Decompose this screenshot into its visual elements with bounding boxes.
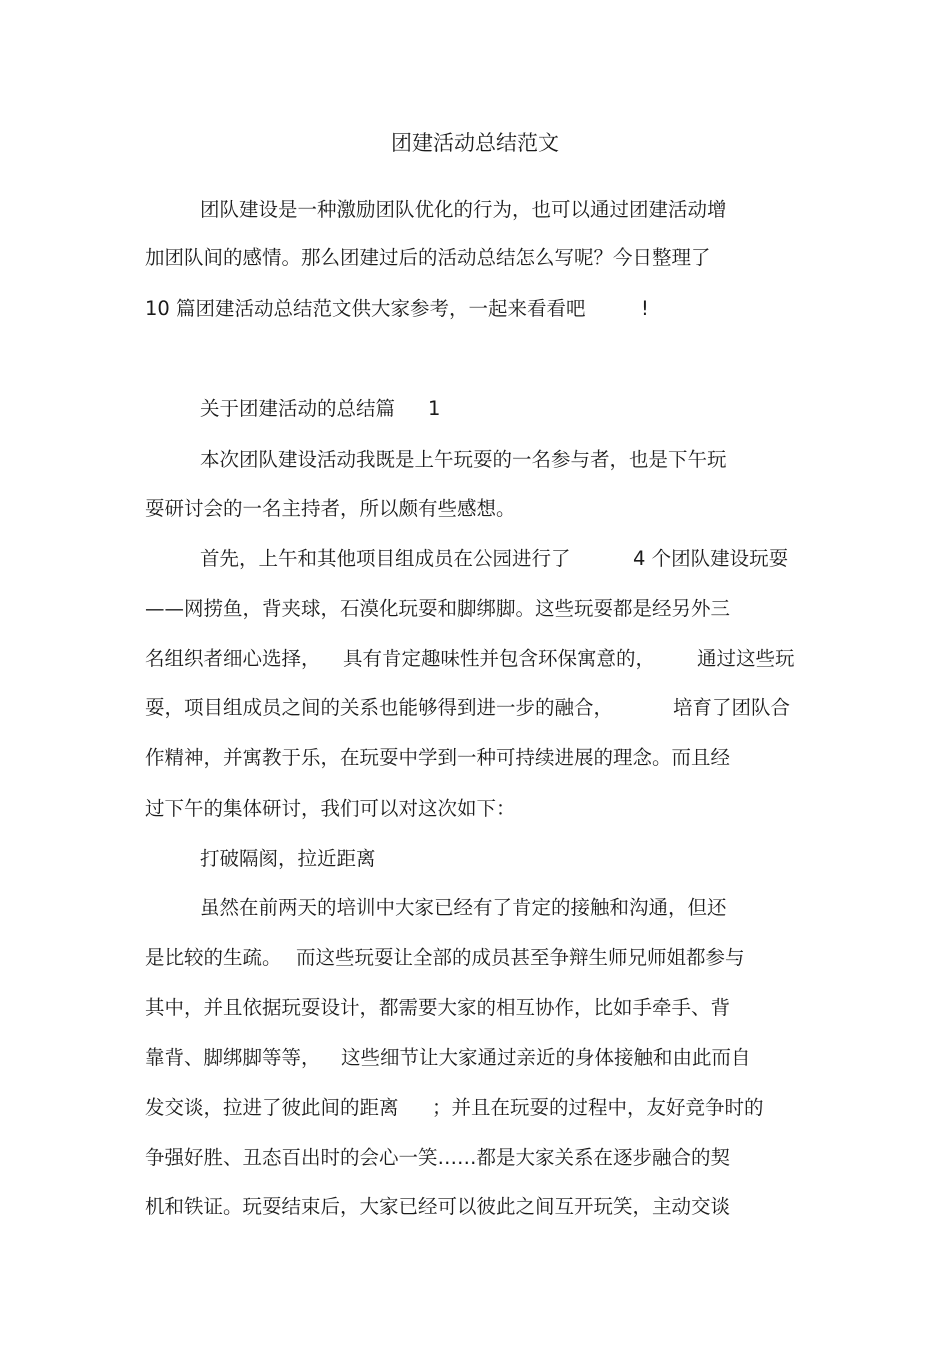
p2-line-1b: 4 个团队建设玩耍 bbox=[633, 547, 789, 570]
intro-line-3: 10 篇团建活动总结范文供大家参考，一起来看看吧 bbox=[145, 297, 586, 320]
document-title: 团建活动总结范文 bbox=[391, 131, 559, 155]
section-heading: 关于团建活动的总结篇 bbox=[200, 397, 396, 420]
sub-heading: 打破隔阂，拉近距离 bbox=[200, 847, 376, 870]
p2-line-1a: 首先，上午和其他项目组成员在公园进行了 bbox=[200, 547, 571, 570]
p3-line-1: 虽然在前两天的培训中大家已经有了肯定的接触和沟通，但还 bbox=[200, 896, 727, 919]
p3-line-5b: ；并且在玩耍的过程中，友好竞争时的 bbox=[432, 1096, 764, 1119]
p2-line-3b: 具有肯定趣味性并包含环保寓意的， bbox=[343, 647, 656, 670]
p2-line-3c: 通过这些玩 bbox=[697, 647, 795, 670]
p3-line-2b: 而这些玩耍让全部的成员甚至争辩生师兄师姐都参与 bbox=[296, 946, 745, 969]
p1-line-2: 耍研讨会的一名主持者，所以颇有些感想。 bbox=[145, 497, 516, 520]
p3-line-4a: 靠背、脚绑脚等等， bbox=[145, 1046, 321, 1069]
intro-exclamation: ! bbox=[641, 297, 649, 320]
p2-line-4a: 耍，项目组成员之间的关系也能够得到进一步的融合， bbox=[145, 696, 614, 719]
p2-line-2: ——网捞鱼，背夹球，石漠化玩耍和脚绑脚。这些玩耍都是经另外三 bbox=[145, 597, 731, 620]
intro-line-2: 加团队间的感情。那么团建过后的活动总结怎么写呢？今日整理了 bbox=[145, 246, 711, 269]
p2-line-6: 过下午的集体研讨，我们可以对这次如下： bbox=[145, 797, 516, 820]
p2-line-5: 作精神，并寓教于乐，在玩耍中学到一种可持续进展的理念。而且经 bbox=[145, 746, 731, 769]
p1-line-1: 本次团队建设活动我既是上午玩耍的一名参与者，也是下午玩 bbox=[200, 448, 727, 471]
p2-line-4b: 培育了团队合 bbox=[673, 696, 791, 719]
p3-line-3: 其中，并且依据玩耍设计，都需要大家的相互协作，比如手牵手、背 bbox=[145, 996, 731, 1019]
p3-line-2a: 是比较的生疏。 bbox=[145, 946, 282, 969]
p3-line-6: 争强好胜、丑态百出时的会心一笑……都是大家关系在逐步融合的契 bbox=[145, 1146, 731, 1169]
p2-line-3a: 名组织者细心选择， bbox=[145, 647, 321, 670]
section-heading-number: 1 bbox=[428, 397, 441, 420]
p3-line-5a: 发交谈，拉进了彼此间的距离 bbox=[145, 1096, 399, 1119]
p3-line-4b: 这些细节让大家通过亲近的身体接触和由此而自 bbox=[341, 1046, 751, 1069]
p3-line-7: 机和铁证。玩耍结束后，大家已经可以彼此之间互开玩笑，主动交谈 bbox=[145, 1195, 731, 1218]
intro-line-1: 团队建设是一种激励团队优化的行为，也可以通过团建活动增 bbox=[200, 198, 727, 221]
